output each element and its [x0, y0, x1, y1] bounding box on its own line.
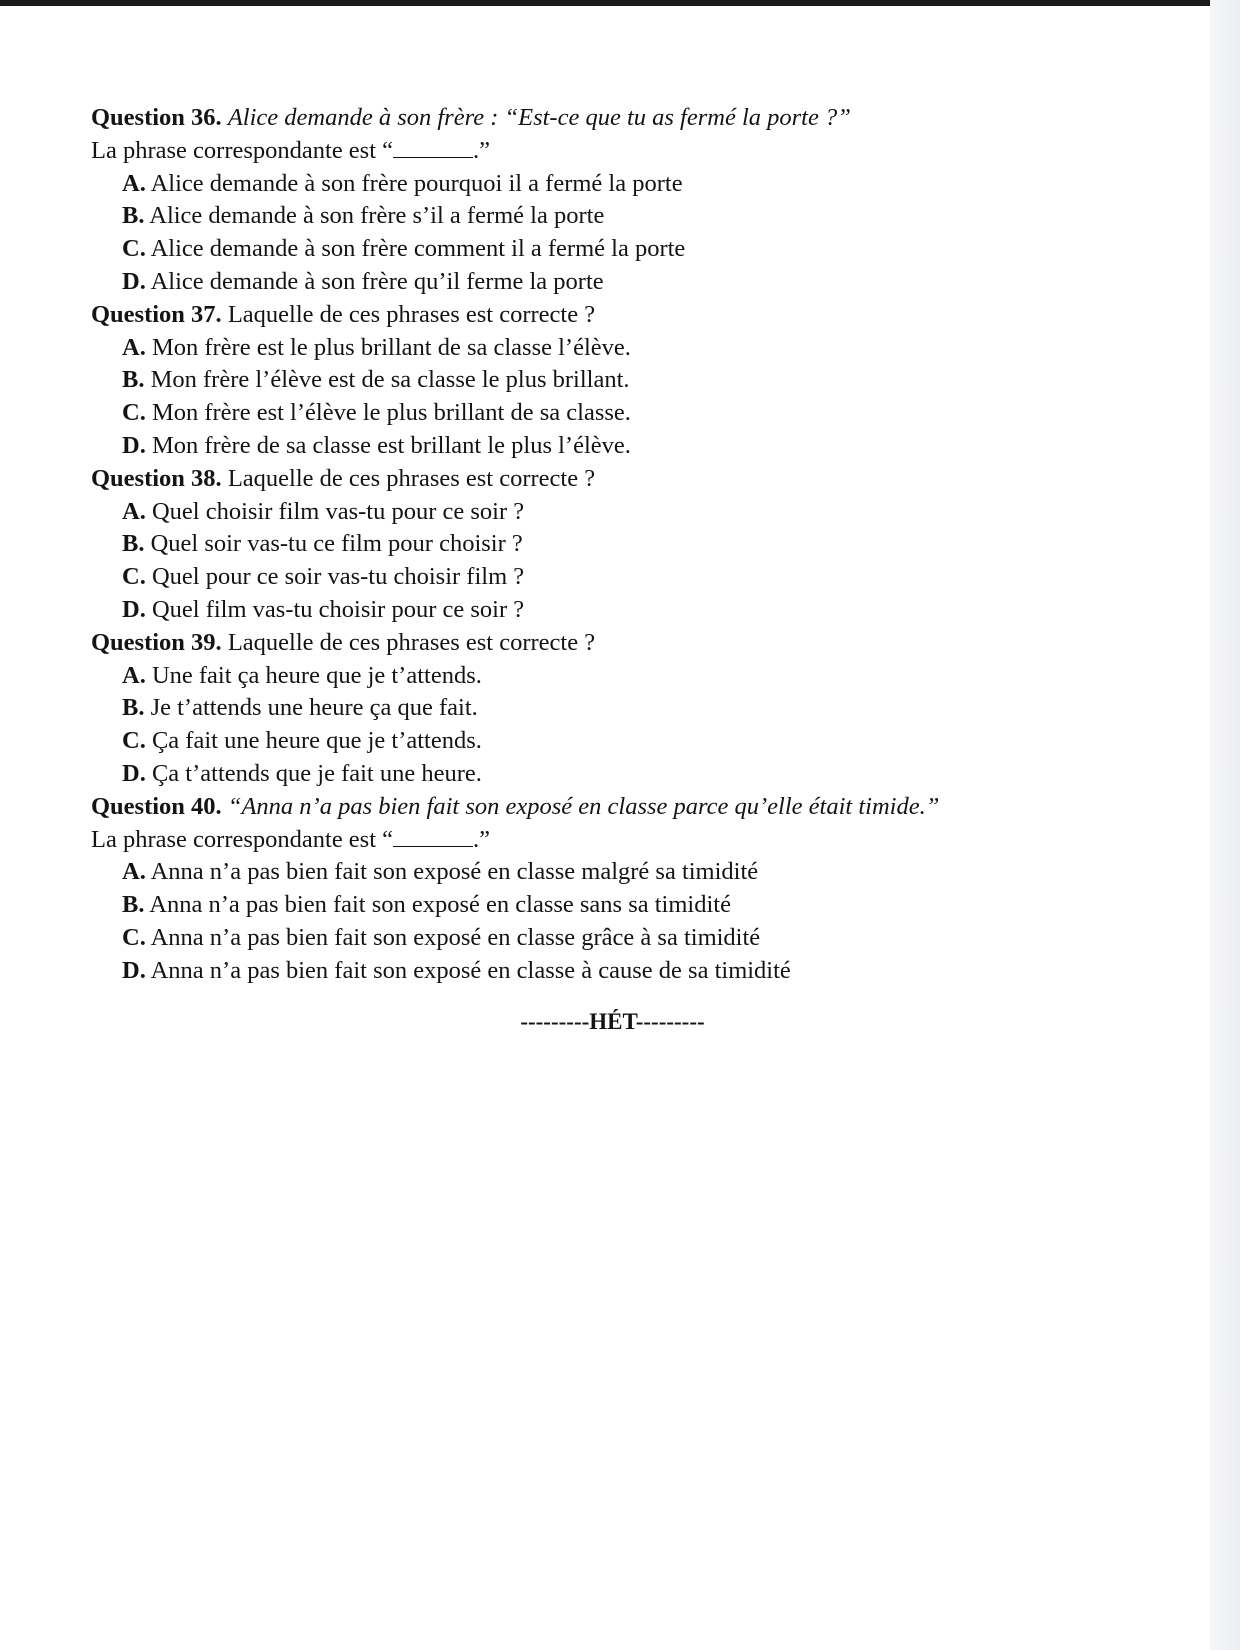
option-text: Anna n’a pas bien fait son exposé en classe à cause de sa timidité	[150, 956, 791, 984]
option-text: Anna n’a pas bien fait son exposé en classe malgré sa timidité	[150, 858, 759, 886]
option-c	[91, 233, 1171, 266]
question-prompt: Laquelle de ces phrases est correcte ?	[227, 464, 596, 492]
question-header	[91, 627, 1171, 660]
question-header	[91, 102, 1171, 135]
question-prompt: Laquelle de ces phrases est correcte ?	[227, 628, 596, 656]
question-label: Question 39.	[91, 628, 222, 656]
option-text: Anna n’a pas bien fait son exposé en classe grâce à sa timidité	[150, 923, 761, 951]
option-letter: B.	[122, 694, 145, 722]
question-37	[91, 299, 1171, 463]
option-text: Une fait ça heure que je t’attends.	[151, 661, 482, 689]
option-text: Quel choisir film vas-tu pour ce soir ?	[151, 497, 525, 525]
option-text: Ça fait une heure que je t’attends.	[151, 727, 482, 755]
option-letter: B.	[122, 891, 145, 919]
option-text: Quel pour ce soir vas-tu choisir film ?	[151, 563, 525, 591]
option-letter: D.	[122, 267, 146, 295]
option-d	[91, 266, 1171, 299]
option-a	[91, 660, 1171, 693]
option-c	[91, 922, 1171, 955]
question-intro	[91, 135, 1171, 168]
option-letter: A.	[122, 497, 146, 525]
option-letter: C.	[122, 727, 146, 755]
question-prompt: Laquelle de ces phrases est correcte ?	[227, 300, 596, 328]
question-prompt: Alice demande à son frère : “Est-ce que tu as fermé la porte ?”	[227, 104, 851, 131]
question-prompt: “Anna n’a pas bien fait son exposé en classe parce qu’elle était timide.”	[227, 792, 940, 820]
option-c	[91, 561, 1171, 594]
question-36	[91, 102, 1171, 299]
option-letter: D.	[122, 595, 146, 623]
option-letter: C.	[122, 399, 146, 427]
option-text: Alice demande à son frère s’il a fermé la porte	[149, 202, 605, 230]
intro-closing: .”	[473, 825, 491, 853]
option-text: Anna n’a pas bien fait son exposé en classe sans sa timidité	[149, 891, 731, 919]
option-b	[91, 364, 1171, 397]
intro-text: La phrase correspondante est “	[91, 136, 394, 164]
option-text: Ça t’attends que je fait une heure.	[151, 759, 482, 787]
question-header	[91, 463, 1171, 496]
option-text: Mon frère est le plus brillant de sa classe l’élève.	[151, 333, 631, 361]
option-a	[91, 496, 1171, 529]
question-label: Question 37.	[91, 300, 222, 328]
option-letter: D.	[122, 759, 146, 787]
option-text: Alice demande à son frère comment il a fermé la porte	[150, 235, 686, 263]
end-marker: ---------HÉT---------	[520, 1009, 705, 1034]
intro-text: La phrase correspondante est “	[91, 825, 394, 853]
option-d	[91, 594, 1171, 627]
question-38	[91, 463, 1171, 627]
option-d	[91, 955, 1171, 988]
option-text: Mon frère l’élève est de sa classe le plus brillant.	[150, 366, 630, 394]
option-a	[91, 856, 1171, 889]
option-b	[91, 528, 1171, 561]
option-text: Quel film vas-tu choisir pour ce soir ?	[151, 595, 525, 623]
option-letter: A.	[122, 169, 146, 197]
option-letter: C.	[122, 563, 146, 591]
question-header	[91, 791, 1171, 824]
option-text: Alice demande à son frère pourquoi il a fermé la porte	[150, 169, 683, 197]
answer-blank	[393, 828, 473, 847]
option-text: Quel soir vas-tu ce film pour choisir ?	[150, 530, 523, 558]
option-b	[91, 200, 1171, 233]
option-a	[91, 332, 1171, 365]
question-header	[91, 299, 1171, 332]
option-d	[91, 758, 1171, 791]
question-label: Question 40.	[91, 792, 222, 820]
option-c	[91, 397, 1171, 430]
question-39	[91, 627, 1171, 791]
option-letter: D.	[122, 431, 146, 459]
option-text: Alice demande à son frère qu’il ferme la porte	[150, 267, 604, 295]
answer-blank	[393, 139, 473, 158]
exam-page	[91, 102, 1171, 988]
scan-border-top	[0, 0, 1240, 6]
option-letter: D.	[122, 956, 146, 984]
option-a	[91, 168, 1171, 201]
option-text: Mon frère est l’élève le plus brillant de sa classe.	[151, 399, 631, 427]
option-letter: B.	[122, 366, 145, 394]
option-d	[91, 430, 1171, 463]
option-c	[91, 725, 1171, 758]
question-intro	[91, 824, 1171, 857]
option-letter: C.	[122, 235, 146, 263]
scan-shadow-right	[1210, 0, 1240, 1650]
option-text: Je t’attends une heure ça que fait.	[150, 694, 478, 722]
option-b	[91, 889, 1171, 922]
option-letter: A.	[122, 858, 146, 886]
option-letter: A.	[122, 661, 146, 689]
question-40	[91, 791, 1171, 988]
option-letter: A.	[122, 333, 146, 361]
question-label: Question 36.	[91, 104, 222, 131]
option-letter: B.	[122, 530, 145, 558]
option-text: Mon frère de sa classe est brillant le plus l’élève.	[151, 431, 631, 459]
option-letter: B.	[122, 202, 145, 230]
option-letter: C.	[122, 923, 146, 951]
question-label: Question 38.	[91, 464, 222, 492]
option-b	[91, 692, 1171, 725]
intro-closing: .”	[473, 136, 491, 164]
